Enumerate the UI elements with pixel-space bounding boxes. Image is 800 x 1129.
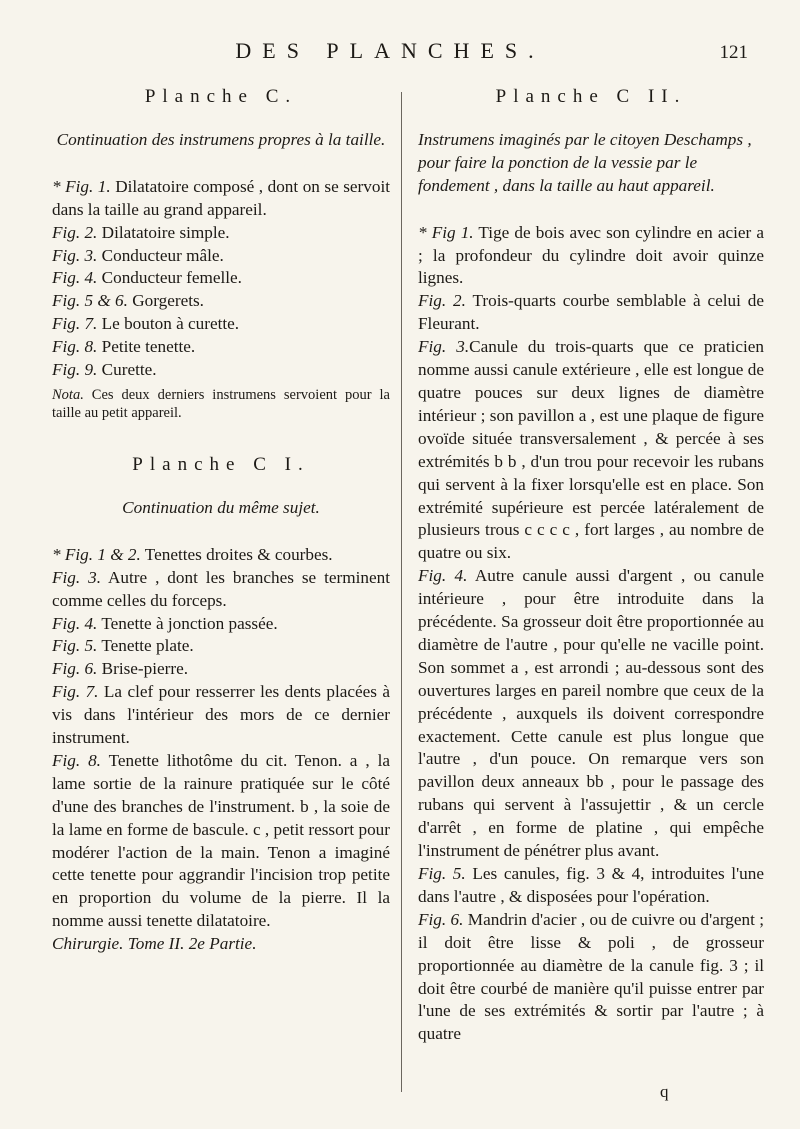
entry: Fig. 7. La clef pour resserrer les dents placées à vis dans l'intérieur des mors de ce dernier instrument. <box>52 682 390 748</box>
plate-cii-entries <box>418 222 764 1047</box>
plate-cii-subtitle: Instrumens imaginés par le citoyen Deschamps , pour faire la ponction de la vessie par le fondement , dans la taille au haut appareil. <box>418 129 752 195</box>
plate-ci-subtitle: Continuation du même sujet. <box>122 497 320 517</box>
entry: Fig. 5 & 6. Gorgerets. <box>52 291 204 311</box>
entry: * Fig. 1 & 2. Tenettes droites & courbes. <box>52 544 333 564</box>
entry: Fig. 6. Mandrin d'acier , ou de cuivre ou d'argent ; il doit être lisse & poli , de grosseur proportionnée au diamètre de la canule fig. 3 ; il doit être courbé de manière qu'il puisse entrer par l'une de ses extrémités & sortir par l'autre ; à quatre <box>418 909 765 1044</box>
entry: Fig. 6. Brise-pierre. <box>52 659 189 679</box>
nota: Nota. Ces deux derniers instrumens servoient pour la taille au petit appareil. <box>52 386 390 421</box>
plate-ci-title: Planche C I. <box>132 453 310 475</box>
signature-mark: q <box>660 1082 669 1101</box>
running-head <box>0 38 800 68</box>
entry: Fig. 5. Les canules, fig. 3 & 4, introduites l'une dans l'autre , & disposées pour l'opération. <box>418 864 764 906</box>
entry: Fig. 3. Autre , dont les branches se terminent comme celles du forceps. <box>52 567 390 610</box>
plate-c-title: Planche C. <box>144 86 298 107</box>
entry: * Fig. 1. Dilatatoire composé , dont on se servoit dans la taille au grand appareil. <box>52 176 390 219</box>
plate-c-subtitle: Continuation des instrumens propres à la taille. <box>56 129 386 149</box>
entry: Fig. 2. Trois-quarts courbe semblable à celui de Fleurant. <box>418 291 764 334</box>
entry: Fig. 5. Tenette plate. <box>52 636 194 656</box>
entry: Fig. 2. Dilatatoire simple. <box>52 222 230 242</box>
plate-cii-title: Planche C II. <box>495 86 687 107</box>
entry: Fig. 7. Le bouton à curette. <box>52 314 240 334</box>
plate-c-entries <box>52 176 390 422</box>
entry: Fig. 3.Canule du trois-quarts que ce praticien nomme aussi canule extérieure , elle est longue de quatre pouces sur deux lignes de diamètre intérieur ; son pavillon a , est une plaque de figure ovoïde située transversalement , & percée à ses extrémités b b , d'un trou pour recevoir les rubans qui servent à la fixer lorsqu'elle est en place. Son extrémité supérieure est percée latéralement de plusieurs trous c c c c , fort larges , au nombre de quatre ou six. <box>418 337 764 563</box>
entry: Fig. 4. Tenette à jonction passée. <box>52 613 278 633</box>
entry: Fig. 8. Tenette lithotôme du cit. Tenon. a , la lame sortie de la rainure pratiquée sur le côté d'une des branches de l'instrument. b , la soie de la lame en forme de bascule. c , petit ressort pour modérer l'action de la main. Tenon a imaginé cette tenette pour aggrandir l'incision trop petite en proportion du volume de la pierre. Il la nomme aussi tenette dilatatoire. <box>52 750 390 931</box>
running-title: DES PLANCHES. <box>235 38 545 63</box>
right-column <box>418 86 764 1046</box>
entry: Fig. 4. Autre canule aussi d'argent , ou canule intérieure , pour être introduite dans la précédente. Sa grosseur doit être proportionnée au diamètre de l'autre , pour qu'elle ne vacille point. Son sommet a , est arrondi ; au-dessous sont des ouvertures larges en pareil nombre que ceux de la précédente , auxquels ils doivent correspondre exactement. Cette canule est plus longue que l'autre , d'un pouce. On remarque vers son pavillon deux anneaux bb , pour le passage des rubans qui servent à l'assujettir , & un cercle d'arrêt , en forme de platine , qui empêche l'instrument de pénétrer plus avant. <box>418 566 764 861</box>
entry: * Fig 1. Tige de bois avec son cylindre en acier a ; la profondeur du cylindre doit avoir quinze lignes. <box>418 222 765 288</box>
volume-footer: Chirurgie. Tome II. 2e Partie. <box>52 934 257 954</box>
entry: Fig. 8. Petite tenette. <box>52 337 196 357</box>
page-number: 121 <box>719 42 748 63</box>
entry: Fig. 9. Curette. <box>52 360 157 380</box>
column-divider <box>401 92 402 1092</box>
entry: Fig. 4. Conducteur femelle. <box>52 268 242 288</box>
plate-ci-entries <box>52 544 390 933</box>
entry: Fig. 3. Conducteur mâle. <box>52 245 224 265</box>
left-column <box>52 86 390 956</box>
